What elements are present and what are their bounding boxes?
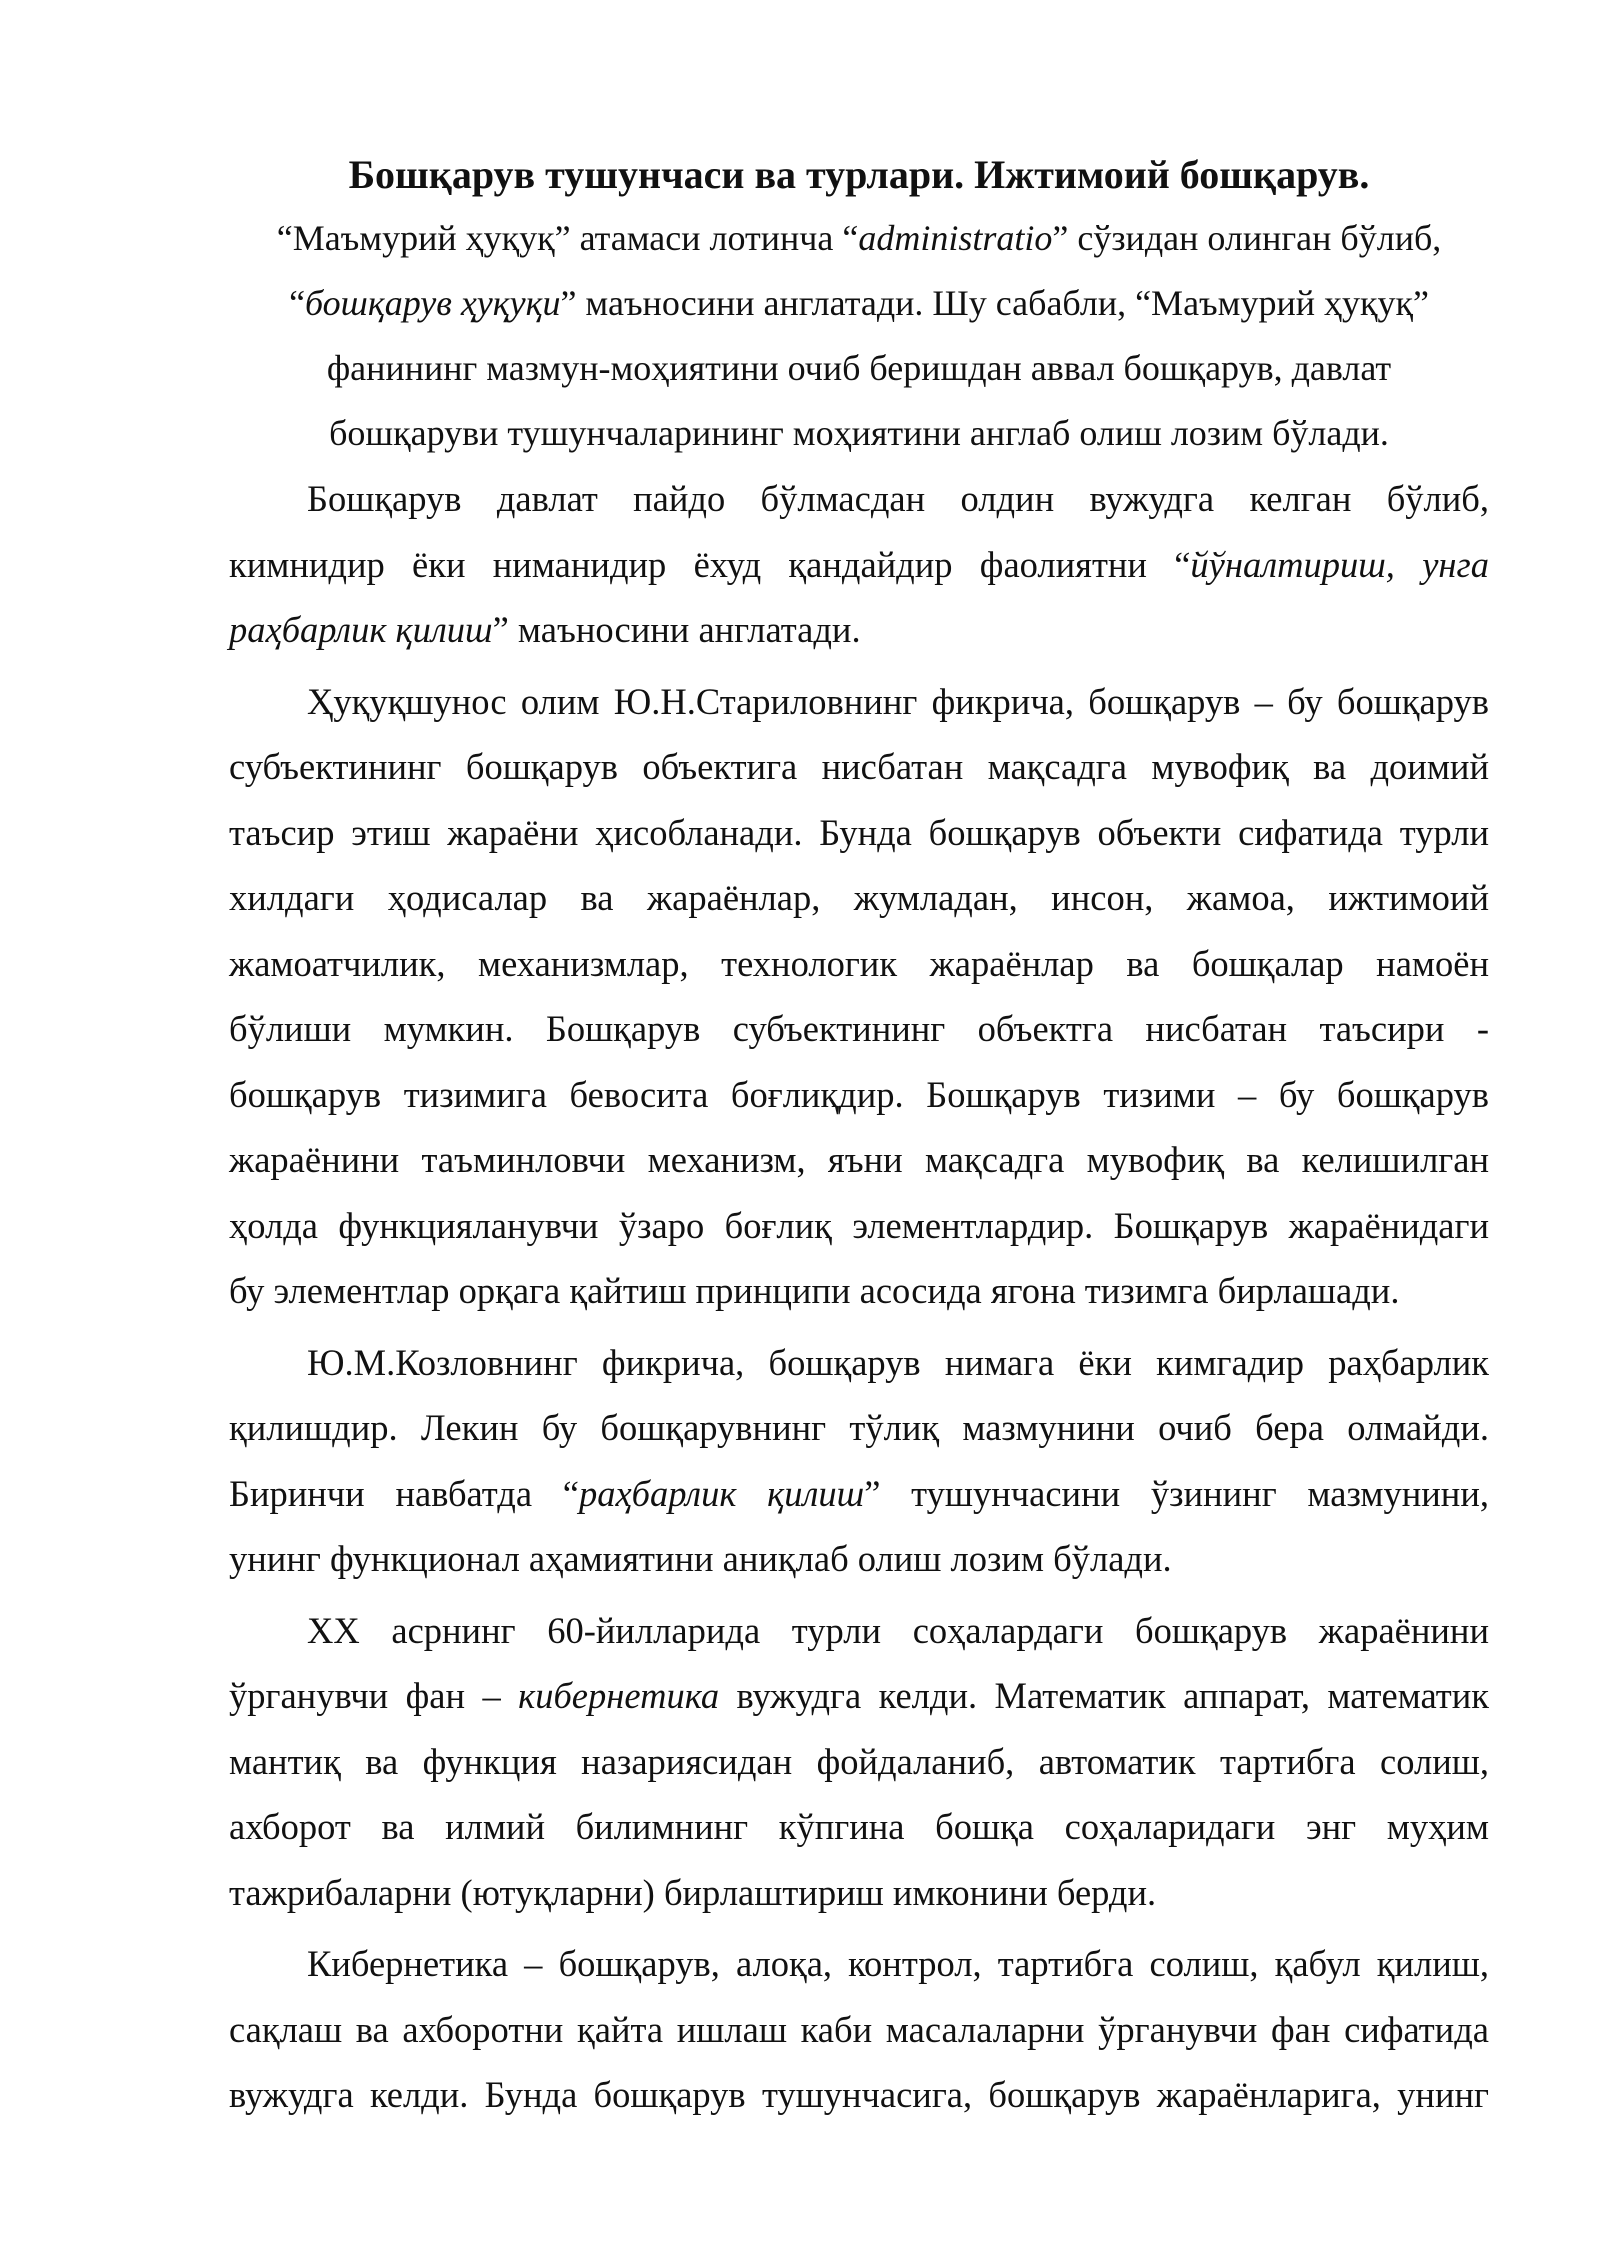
text-line: [229, 597, 1489, 663]
text-line: хилдаги ҳодисалар ва жараёнлар, жумладан, инсон, жамоа, ижтимоий: [229, 877, 1489, 918]
text-run: “Маъмурий ҳуқуқ” атамаси лотинча “: [276, 218, 859, 258]
text-line: ахборот ва илмий билимнинг кўпгина бошқа соҳаларидаги энг муҳим: [229, 1806, 1489, 1847]
text-line: [229, 1461, 1489, 1527]
text-line: Ю.М.Козловнинг фикрича, бошқарув нимага ёки кимгадир раҳбарлик: [307, 1341, 1489, 1383]
italic-term: кибернетика: [518, 1675, 720, 1716]
text-line: бўлиши мумкин. Бошқарув субъектининг объектга нисбатан таъсири -: [229, 1008, 1489, 1049]
italic-term: бошқарув ҳуқуқи: [305, 283, 561, 323]
text-line: Кибернетика – бошқарув, алоқа, контрол, тартибга солиш, қабул қилиш,: [307, 1943, 1489, 1984]
text-line: тажрибаларни (ютуқларни) бирлаштириш имконини берди.: [229, 1871, 1157, 1913]
text-run: ўрганувчи фан –: [229, 1675, 519, 1716]
text-run: “: [289, 283, 306, 323]
text-line: вужудга келди. Бунда бошқарув тушунчасига, бошқарув жараёнларига, унинг: [229, 2074, 1489, 2115]
text-run: ” маъносини англатади.: [492, 609, 861, 650]
text-line: қилишдир. Лекин бу бошқарувнинг тўлиқ мазмунини очиб бера олмайди.: [229, 1407, 1489, 1448]
paragraph-5: [229, 1931, 1489, 2128]
text-run: кимнидир ёки ниманидир ёхуд қандайдир фаолиятни “: [229, 543, 1191, 585]
italic-term: йўналтириш, унга: [1190, 543, 1489, 585]
intro-line: [229, 206, 1489, 271]
document-title: Бошқарув тушунчаси ва турлари. Ижтимоий бошқарув.: [348, 152, 1370, 197]
text-line: [229, 1663, 1489, 1729]
text-line: ҳолда функцияланувчи ўзаро боғлиқ элементлардир. Бошқарув жараёнидаги: [229, 1204, 1489, 1246]
italic-term: раҳбарлик қилиш: [578, 1472, 865, 1514]
text-line: бу элементлар орқага қайтиш принципи асосида ягона тизимга бирлашади.: [229, 1270, 1400, 1311]
text-run: вужудга келди. Математик аппарат, математик: [719, 1675, 1489, 1716]
text-run: ” тушунчасини ўзининг мазмунини,: [864, 1472, 1489, 1514]
text-line: XX асрнинг 60-йилларида турли соҳалардаги бошқарув жараёнини: [307, 1609, 1489, 1651]
text-line: Бошқарув давлат пайдо бўлмасдан олдин вужудга келган бўлиб,: [307, 478, 1489, 519]
document-body: [229, 144, 1489, 2128]
text-line: бошқарув тизимига бевосита боғлиқдир. Бошқарув тизими – бу бошқарув: [229, 1073, 1489, 1115]
text-run: ” маъносини англатади. Шу сабабли, “Маъмурий ҳуқуқ”: [560, 283, 1429, 323]
text-line: [229, 532, 1489, 598]
intro-line: фанининг мазмун-моҳиятини очиб беришдан аввал бошқарув, давлат: [326, 348, 1392, 388]
text-line: унинг функционал аҳамиятини аниқлаб олиш лозим бўлади.: [229, 1538, 1172, 1579]
intro-paragraph: [229, 206, 1489, 466]
paragraph-4: [229, 1598, 1489, 1926]
paragraph-1: [229, 466, 1489, 663]
paragraph-2: [229, 669, 1489, 1324]
text-line: мантиқ ва функция назариясидан фойдаланиб, автоматик тартибга солиш,: [229, 1740, 1489, 1782]
text-line: субъектининг бошқарув объектига нисбатан мақсадга мувофиқ ва доимий: [229, 746, 1489, 787]
text-line: Ҳуқуқшунос олим Ю.Н.Стариловнинг фикрича, бошқарув – бу бошқарув: [307, 680, 1489, 722]
intro-line: [229, 271, 1489, 336]
intro-line: бошқаруви тушунчаларининг моҳиятини англаб олиш лозим бўлади.: [329, 413, 1389, 453]
italic-term: administratio: [858, 218, 1053, 258]
text-line: сақлаш ва ахборотни қайта ишлаш каби масалаларни ўрганувчи фан сифатида: [229, 2008, 1489, 2050]
italic-term: раҳбарлик қилиш: [229, 609, 493, 650]
text-run: Биринчи навбатда “: [229, 1472, 579, 1514]
text-line: жараёнини таъминловчи механизм, яъни мақсадга мувофиқ ва келишилган: [229, 1139, 1489, 1180]
text-line: жамоатчилик, механизмлар, технологик жараёнлар ва бошқалар намоён: [229, 942, 1489, 984]
paragraph-3: [229, 1330, 1489, 1592]
text-run: ” сўзидан олинган бўлиб,: [1052, 218, 1442, 258]
text-line: таъсир этиш жараёни ҳисобланади. Бунда бошқарув объекти сифатида турли: [229, 811, 1489, 853]
